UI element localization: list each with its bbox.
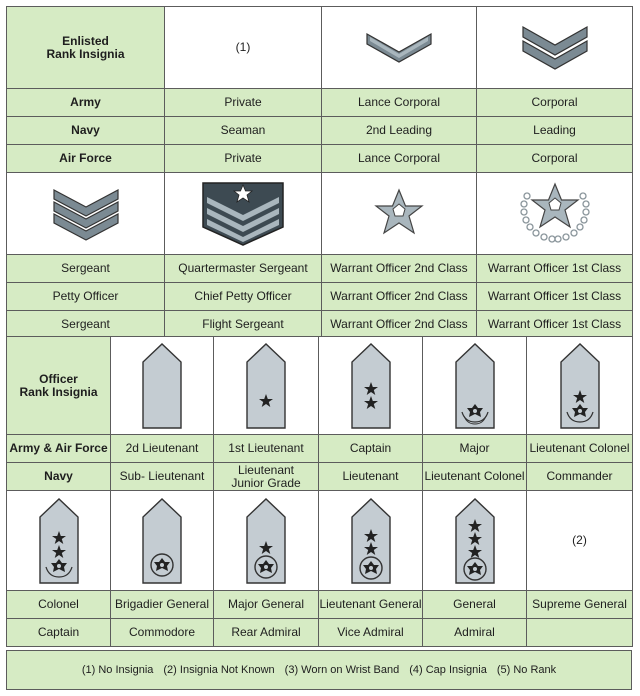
rank-cell: Warrant Officer 2nd Class [322,255,477,283]
rank-cell: Corporal [477,89,633,117]
empty-cell [527,619,633,647]
row-label-navy: Navy [7,463,111,491]
enlisted-insignia-table [6,6,633,339]
legend-item: (2) Insignia Not Known [163,664,275,676]
rank-cell: Warrant Officer 2nd Class [322,311,477,339]
rank-cell: Chief Petty Officer [165,283,322,311]
rank-cell: General [423,591,527,619]
first-lieutenant-insignia [214,337,319,435]
rank-cell: Lieutenant General [319,591,423,619]
enlisted-header-line2: Rank Insignia [46,46,125,61]
star-icon [371,188,427,240]
rank-cell: Sub- Lieutenant [111,463,214,491]
officer-header [7,337,111,435]
rank-cell: Corporal [477,145,633,173]
sergeant-insignia [7,173,165,255]
rank-cell: Warrant Officer 2nd Class [322,283,477,311]
private-insignia-note: (1) [165,7,322,89]
double-chevron-icon [520,23,590,73]
rank-cell: Captain [7,619,111,647]
row-label-army: Army [7,89,165,117]
rank-cell: 2d Lieutenant [111,435,214,463]
rank-cell: Commodore [111,619,214,647]
rank-cell: Lance Corporal [322,89,477,117]
officer-header-line2: Rank Insignia [19,384,98,399]
rank-cell: Warrant Officer 1st Class [477,283,633,311]
rank-cell: Warrant Officer 1st Class [477,311,633,339]
corporal-insignia [477,7,633,89]
colonel-insignia [7,491,111,591]
legend [6,650,632,690]
legend-item: (4) Cap Insignia [409,664,487,676]
rank-cell: Seaman [165,117,322,145]
officer-header-line1: Officer [39,371,78,386]
rank-cell: Rear Admiral [214,619,319,647]
captain-insignia [319,337,423,435]
warrant-officer-1st-class-insignia [477,173,633,255]
legend-item: (5) No Rank [496,664,557,676]
rank-cell: Petty Officer [7,283,165,311]
rank-cell: Colonel [7,591,111,619]
enlisted-header [7,7,165,89]
enlisted-header-line1: Enlisted [62,33,109,48]
warrant-officer-2nd-class-insignia [322,173,477,255]
shoulder-board-wreath-icon [140,497,184,585]
rank-cell: 1st Lieutenant [214,435,319,463]
shoulder-board-star-wreath-icon [244,497,288,585]
lieutenant-colonel-insignia [527,337,633,435]
single-chevron-icon [364,28,434,68]
rank-cell: Vice Admiral [319,619,423,647]
rank-cell: Lieutenant Colonel [423,463,527,491]
rank-cell [214,463,319,491]
rank-cell: Major General [214,591,319,619]
rank-cell: Sergeant [7,255,165,283]
rank-cell: Leading [477,117,633,145]
officer-insignia-table [6,336,633,647]
lieutenant-general-insignia [319,491,423,591]
rank-cell: Commander [527,463,633,491]
shoulder-board-icon [140,342,184,430]
star-wreath-icon [517,182,593,246]
legend-item: (1) No Insignia [81,664,154,676]
shoulder-board-star-emblem-icon [558,342,602,430]
row-label-air-force: Air Force [7,145,165,173]
major-insignia [423,337,527,435]
rank-cell: Brigadier General [111,591,214,619]
second-lieutenant-insignia [111,337,214,435]
rank-cell: Admiral [423,619,527,647]
rank-cell: Private [165,89,322,117]
legend-item: (3) Worn on Wrist Band [284,664,400,676]
rank-cell-line1: Lieutenant [237,462,295,477]
chevrons-with-star-icon [201,181,285,247]
shoulder-board-two-stars-emblem-icon [37,497,81,585]
row-label-army-air-force: Army & Air Force [7,435,111,463]
general-insignia [423,491,527,591]
shoulder-board-one-star-icon [244,342,288,430]
shoulder-board-two-stars-wreath-icon [349,497,393,585]
rank-cell: Major [423,435,527,463]
supreme-general-insignia-note: (2) [527,491,633,591]
rank-cell: Supreme General [527,591,633,619]
rank-cell: Flight Sergeant [165,311,322,339]
rank-cell: Lieutenant [319,463,423,491]
rank-cell: Private [165,145,322,173]
shoulder-board-two-stars-icon [349,342,393,430]
rank-cell: Lance Corporal [322,145,477,173]
rank-cell: 2nd Leading [322,117,477,145]
shoulder-board-three-stars-wreath-icon [453,497,497,585]
quartermaster-sergeant-insignia [165,173,322,255]
row-label-navy: Navy [7,117,165,145]
shoulder-board-emblem-icon [453,342,497,430]
rank-cell-line2: Junior Grade [231,475,301,490]
rank-cell: Warrant Officer 1st Class [477,255,633,283]
triple-chevron-icon [50,186,122,242]
rank-cell: Captain [319,435,423,463]
major-general-insignia [214,491,319,591]
rank-cell: Lieutenant Colonel [527,435,633,463]
lance-corporal-insignia [322,7,477,89]
rank-cell: Quartermaster Sergeant [165,255,322,283]
brigadier-general-insignia [111,491,214,591]
rank-cell: Sergeant [7,311,165,339]
